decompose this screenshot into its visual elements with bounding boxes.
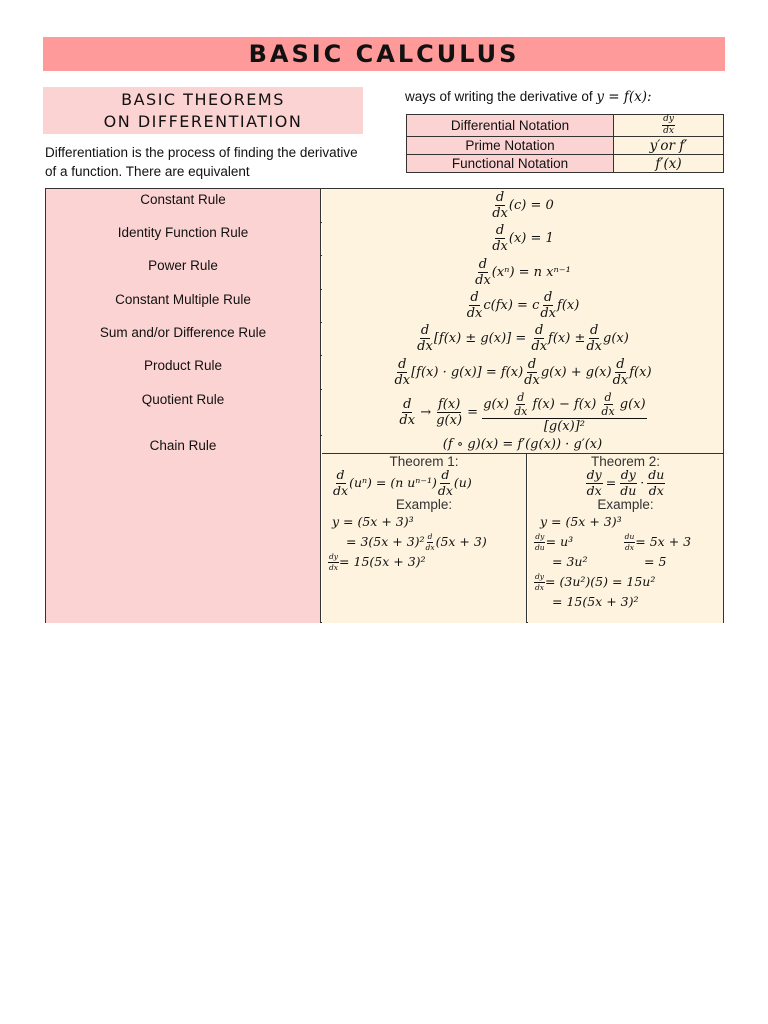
d-dx-fraction: $\frac{d}{dx}$ xyxy=(425,532,435,552)
rule-row xyxy=(46,289,723,323)
formula-text: g(x) xyxy=(483,396,509,412)
example-line xyxy=(528,552,723,572)
notation-value: f′(x) xyxy=(614,155,724,173)
rule-name: Chain Rule xyxy=(46,435,321,623)
formula-text: g(x) xyxy=(603,331,629,346)
ways-label: ways of writing the derivative of xyxy=(405,89,597,104)
formula-text: = 5x + 3 xyxy=(635,534,692,549)
formula-text: f(x) xyxy=(557,298,580,313)
example-line xyxy=(322,532,526,552)
d-dx-fraction: $\frac{d}{dx}$ xyxy=(492,223,508,254)
notation-value xyxy=(614,115,724,137)
rule-name: Product Rule xyxy=(46,355,321,389)
page-title: BASIC CALCULUS xyxy=(43,37,725,71)
intro-text: is the process of finding the derivative of a function. There are equivalent xyxy=(45,145,358,179)
theorem-1-panel xyxy=(322,454,527,623)
d-dx-fraction: $\frac{d}{dx}$ xyxy=(466,290,483,321)
intro-paragraph xyxy=(45,143,365,181)
theorem-1-title: Theorem 1: xyxy=(389,454,459,469)
notation-label: Functional Notation xyxy=(407,155,614,173)
formula-text: g(x) xyxy=(619,396,646,412)
example-line xyxy=(528,572,723,592)
rule-formula xyxy=(322,255,723,289)
rule-row xyxy=(46,189,723,223)
theorem-2-formula: $\frac{dy}{dx}$ = $\frac{dy}{du}$ · $\frac{du}{dx}$ xyxy=(586,467,665,498)
du-dx-fraction: $\frac{du}{dx}$ xyxy=(624,532,635,552)
formula-text: (5x + 3) xyxy=(435,534,487,549)
formula-text: (x) = 1 xyxy=(508,231,554,246)
formula-text: [g(x)]² xyxy=(543,418,585,434)
d-dx-fraction: $\frac{d}{dx}$ xyxy=(540,290,557,321)
formula-text: c(fx) = c xyxy=(483,298,540,313)
formula-text: = u³ xyxy=(545,534,574,549)
notation-label: Prime Notation xyxy=(407,137,614,155)
notation-label: Differential Notation xyxy=(407,115,614,137)
formula-text: = 3(5x + 3)² xyxy=(346,534,425,549)
dy-du-fraction: $\frac{dy}{du}$ xyxy=(535,532,545,552)
formula-text: (uⁿ) = (n uⁿ⁻¹) xyxy=(349,475,437,490)
example-label: Example: xyxy=(395,497,453,512)
rule-formula xyxy=(322,355,723,389)
rule-formula xyxy=(322,222,723,255)
notation-table xyxy=(406,114,724,173)
rule-formula: (f ∘ g)(x) = f′(g(x)) · g′(x) xyxy=(322,435,723,454)
notation-row xyxy=(407,115,724,137)
formula-text: = 15(5x + 3)² xyxy=(339,554,426,569)
example-label: Example: xyxy=(597,497,654,512)
d-dx-fraction: $\frac{d}{dx}$ xyxy=(514,390,528,418)
dy-dx-fraction xyxy=(662,115,675,136)
example-line: = 15(5x + 3)² xyxy=(552,594,639,609)
d-dx-fraction: $\frac{d}{dx}$ xyxy=(524,356,540,388)
section-title-line-1: BASIC THEOREMS xyxy=(121,90,285,109)
rule-name: Quotient Rule xyxy=(46,389,321,435)
formula-text: g(x) + g(x) xyxy=(540,364,612,380)
rule-name: Sum and/or Difference Rule xyxy=(46,322,321,355)
formula-text: f(x) ± xyxy=(548,331,586,346)
notation-row xyxy=(407,155,724,173)
d-dx-fraction: $\frac{d}{dx}$ xyxy=(586,323,603,354)
ways-text xyxy=(405,89,652,105)
ways-math: y = f(x): xyxy=(596,89,652,105)
formula-text: = (3u²)(5) = 15u² xyxy=(545,574,656,589)
rule-formula xyxy=(322,189,723,222)
quotient-fraction xyxy=(482,392,646,433)
formula-text: (c) = 0 xyxy=(508,198,554,213)
formula-text: f(x) − f(x) xyxy=(532,396,597,412)
du-dx-fraction: $\frac{du}{dx}$ xyxy=(648,467,665,498)
frac-den: dx xyxy=(663,126,674,136)
rule-row xyxy=(46,355,723,390)
d-dx-fraction: $\frac{d}{dx}$ xyxy=(475,256,491,288)
d-dx-fraction: $\frac{d}{dx}$ xyxy=(601,390,615,418)
formula-text: (u) xyxy=(453,475,472,490)
formula-text: f(x) xyxy=(629,364,652,380)
rule-name: Constant Multiple Rule xyxy=(46,289,321,322)
frac-num: dy xyxy=(663,114,674,124)
dy-dx-fraction: $\frac{dy}{dx}$ xyxy=(586,467,602,498)
d-dx-fraction: $\frac{d}{dx}$ xyxy=(399,396,416,428)
section-title-box xyxy=(43,87,363,134)
rule-formula: $\frac{d}{dx}$ → $\frac{f(x)}{g(x)}$ = g(x) $\frac{d}{dx}$ f(x) − f(x) $\frac{d}{dx}$ g(x) [g(x)]² xyxy=(322,389,723,435)
rule-row xyxy=(46,389,723,436)
intro-term: Differentiation xyxy=(45,145,129,160)
example-line xyxy=(528,532,723,552)
formula-text: = 3u² xyxy=(552,554,588,569)
dy-du-fraction: $\frac{dy}{du}$ xyxy=(620,467,637,498)
d-dx-fraction: $\frac{d}{dx}$ xyxy=(333,467,349,498)
theorem-2-panel xyxy=(528,454,723,623)
d-dx-fraction: $\frac{d}{dx}$ xyxy=(492,190,508,221)
rule-formula xyxy=(322,289,723,322)
rule-name: Constant Rule xyxy=(46,189,321,222)
rule-name: Power Rule xyxy=(46,255,321,289)
example-line: y = (5x + 3)³ xyxy=(540,514,622,529)
dy-dx-fraction: $\frac{dy}{dx}$ xyxy=(329,552,339,572)
dy-dx-fraction: $\frac{dy}{dx}$ xyxy=(535,572,545,592)
rule-row xyxy=(46,222,723,256)
rules-table xyxy=(45,188,724,623)
d-dx-fraction: $\frac{d}{dx}$ xyxy=(612,356,629,388)
example-line xyxy=(322,552,526,572)
d-dx-fraction: $\frac{d}{dx}$ xyxy=(437,467,453,498)
notation-value: y′or f′ xyxy=(614,137,724,155)
formula-text: (xⁿ) = n xⁿ⁻¹ xyxy=(491,264,571,280)
rule-row xyxy=(46,255,723,290)
section-title-line-2: ON DIFFERENTIATION xyxy=(103,112,303,131)
formula-text: = 5 xyxy=(644,554,667,569)
formula-text: [f(x) · g(x)] = f(x) xyxy=(411,364,524,380)
f-over-g-fraction: $\frac{f(x)}{g(x)}$ xyxy=(436,396,463,428)
rule-name: Identity Function Rule xyxy=(46,222,321,255)
theorem-2-title: Theorem 2: xyxy=(590,454,661,469)
rule-row xyxy=(46,322,723,356)
d-dx-fraction: $\frac{d}{dx}$ xyxy=(417,323,433,354)
example-line: y = (5x + 3)³ xyxy=(332,514,414,529)
rule-formula xyxy=(322,322,723,355)
d-dx-fraction: $\frac{d}{dx}$ xyxy=(531,323,548,354)
notation-row xyxy=(407,137,724,155)
formula-text: [f(x) ± g(x)] = xyxy=(433,331,527,346)
d-dx-fraction: $\frac{d}{dx}$ xyxy=(394,356,411,388)
theorem-1-formula xyxy=(322,469,526,497)
